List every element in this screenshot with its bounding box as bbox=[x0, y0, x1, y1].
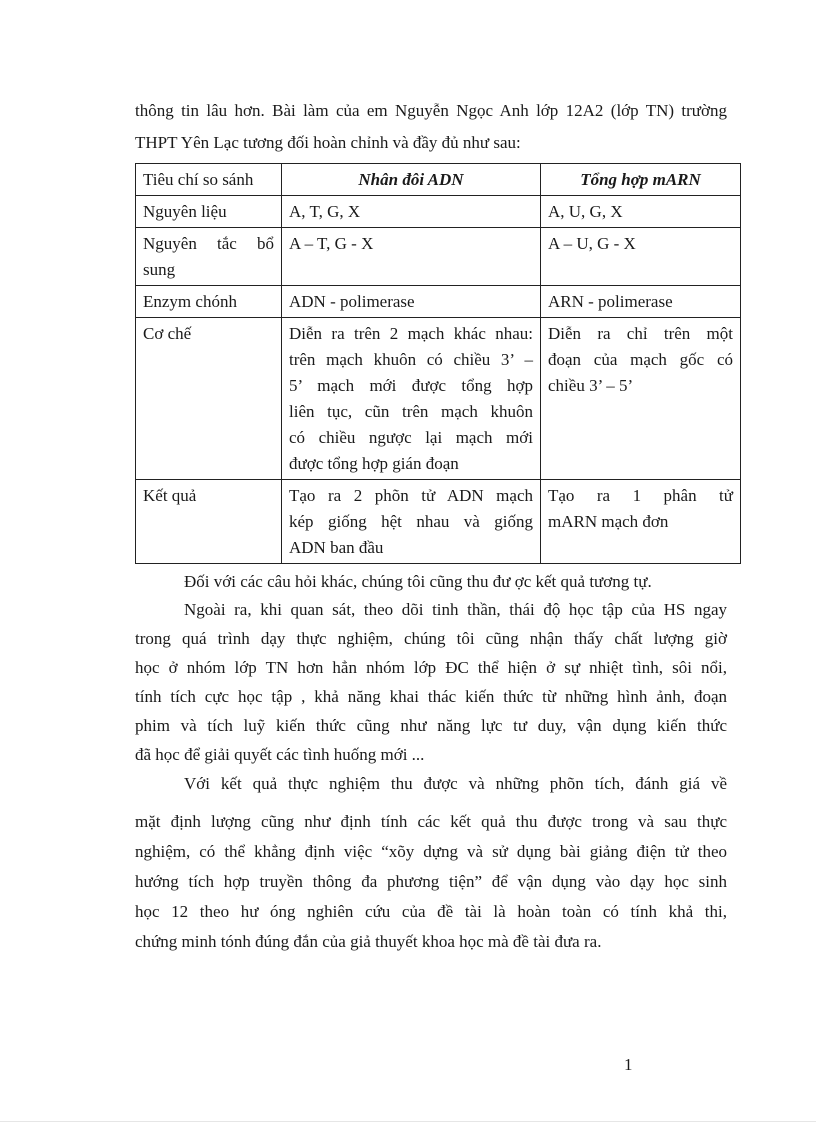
header-mrna-synthesis: Tổng hợp mARN bbox=[541, 164, 741, 196]
intro-line-2: THPT Yên Lạc tương đối hoàn chỉnh và đầy đủ như sau: bbox=[135, 133, 521, 152]
paragraph-3-line-1: Với kết quả thực nghiệm thu được và những phõn tích, đánh giá về bbox=[184, 774, 727, 793]
comparison-table bbox=[135, 163, 741, 564]
dna-cell: ADN - polimerase bbox=[282, 286, 541, 318]
paragraph-2-line-5: phim và tích luỹ kiến thức cũng như năng lực tư duy, vận dụng kiến thức bbox=[135, 716, 727, 735]
criterion-cell: Enzym chónh bbox=[136, 286, 282, 318]
criterion-cell: Nguyên tắc bổ sung bbox=[136, 228, 282, 286]
table-row bbox=[136, 228, 741, 286]
dna-cell: A, T, G, X bbox=[282, 196, 541, 228]
criterion-cell: Cơ chế bbox=[136, 318, 282, 480]
paragraph-3-line-3: nghiệm, có thể khẳng định việc “xõy dựng và sử dụng bài giảng điện tử theo bbox=[135, 842, 727, 861]
table-row bbox=[136, 286, 741, 318]
mrna-cell: Diễn ra chỉ trên một đoạn của mạch gốc có chiều 3’ – 5’ bbox=[541, 318, 741, 480]
dna-cell: Tạo ra 2 phõn tử ADN mạch kép giống hệt nhau và giống ADN ban đầu bbox=[282, 480, 541, 564]
mrna-cell: A, U, G, X bbox=[541, 196, 741, 228]
table-row bbox=[136, 196, 741, 228]
paragraph-1-line-1: Đối với các câu hỏi khác, chúng tôi cũng thu đư ợc kết quả tương tự. bbox=[184, 572, 652, 591]
mrna-cell: ARN - polimerase bbox=[541, 286, 741, 318]
page-number: 1 bbox=[624, 1055, 633, 1074]
criterion-cell: Nguyên liệu bbox=[136, 196, 282, 228]
page-bottom-edge bbox=[0, 1121, 816, 1122]
paragraph-2-line-6: đã học để giải quyết các tình huống mới ... bbox=[135, 745, 425, 764]
mrna-cell: A – U, G - X bbox=[541, 228, 741, 286]
paragraph-3-line-2: mặt định lượng cũng như định tính các kết quả thu được trong và sau thực bbox=[135, 812, 727, 831]
paragraph-3-line-4: hướng tích hợp truyền thông đa phương tiện” để vận dụng vào dạy học sinh bbox=[135, 872, 727, 891]
mrna-cell: Tạo ra 1 phân tử mARN mạch đơn bbox=[541, 480, 741, 564]
header-criterion: Tiêu chí so sánh bbox=[136, 164, 282, 196]
dna-cell: Diễn ra trên 2 mạch khác nhau: trên mạch khuôn có chiều 3’ – 5’ mạch mới được tổng hợp liên tục, cũn trên mạch khuôn có chiều ngược lại mạch mới được tổng hợp gián đoạn bbox=[282, 318, 541, 480]
paragraph-2-line-3: học ở nhóm lớp TN hơn hẳn nhóm lớp ĐC thể hiện ở sự nhiệt tình, sôi nổi, bbox=[135, 658, 727, 677]
table-row bbox=[136, 480, 741, 564]
table-header-row bbox=[136, 164, 741, 196]
criterion-cell: Kết quả bbox=[136, 480, 282, 564]
paragraph-2-line-1: Ngoài ra, khi quan sát, theo dõi tinh thần, thái độ học tập của HS ngay bbox=[184, 600, 727, 619]
paragraph-3-line-5: học 12 theo hư óng nghiên cứu của đề tài là hoàn toàn có tính khả thi, bbox=[135, 902, 727, 921]
table-row bbox=[136, 318, 741, 480]
paragraph-3-line-6: chứng minh tónh đúng đắn của giả thuyết khoa học mà đề tài đưa ra. bbox=[135, 932, 602, 951]
intro-line-1: thông tin lâu hơn. Bài làm của em Nguyễn Ngọc Anh lớp 12A2 (lớp TN) trường bbox=[135, 101, 727, 120]
paragraph-2-line-2: trong quá trình dạy thực nghiệm, chúng tôi cũng nhận thấy chất lượng giờ bbox=[135, 629, 727, 648]
dna-cell: A – T, G - X bbox=[282, 228, 541, 286]
paragraph-2-line-4: tính tích cực học tập , khả năng khai thác kiến thức từ những hình ảnh, đoạn bbox=[135, 687, 727, 706]
header-dna-replication: Nhân đôi ADN bbox=[282, 164, 541, 196]
